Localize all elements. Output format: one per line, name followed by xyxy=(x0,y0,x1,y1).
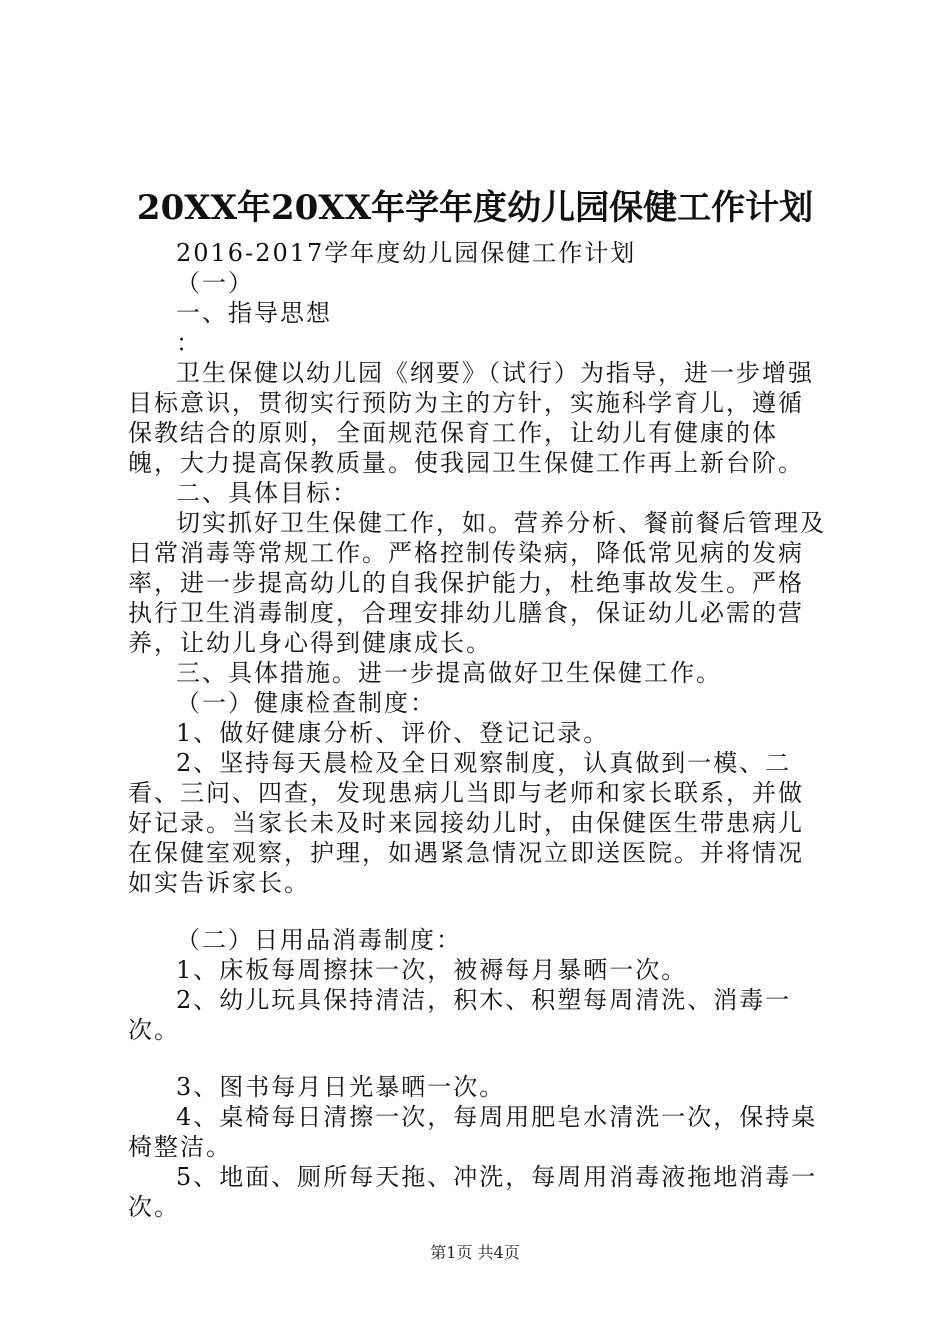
list-item: 2、幼儿玩具保持清洁，积木、积塑每周清洗、消毒一次。 xyxy=(128,986,792,1044)
heading-specific-goals: 二、具体目标： xyxy=(176,479,358,507)
spacer xyxy=(128,898,828,925)
document-title: 20XX年20XX年学年度幼儿园保健工作计划 xyxy=(136,188,814,228)
heading-specific-measures: 三、具体措施。进一步提高做好卫生保健工作。 xyxy=(176,659,722,687)
heading-guiding-idea: 一、指导思想 xyxy=(176,299,332,327)
document-body xyxy=(128,238,828,1222)
heading-disinfection: （二）日用品消毒制度： xyxy=(176,926,462,954)
list-item: 1、床板每周擦抹一次，被褥每月暴晒一次。 xyxy=(176,956,688,984)
colon-line: ： xyxy=(176,329,202,357)
spacer xyxy=(128,1045,828,1072)
list-item: 3、图书每月日光暴晒一次。 xyxy=(176,1073,506,1101)
heading-health-check: （一）健康检查制度： xyxy=(176,689,436,717)
list-item: 5、地面、厕所每天拖、冲洗，每周用消毒液拖地消毒一次。 xyxy=(128,1163,818,1221)
list-item: 1、做好健康分析、评价、登记记录。 xyxy=(176,719,610,747)
page-number-footer: 第1页 共4页 xyxy=(430,1243,520,1262)
list-item: 2、坚持每天晨检及全日观察制度，认真做到一模、二看、三问、四查，发现患病儿当即与老师和家长联系，并做好记录。当家长未及时来园接幼儿时，由保健医生带患病儿在保健室观察，护理，如遇紧急情况立即送医院。并将情况如实告诉家长。 xyxy=(128,749,804,897)
paragraph-guiding-idea: 卫生保健以幼儿园《纲要》（试行）为指导，进一步增强目标意识，贯彻实行预防为主的方针，实施科学育儿，遵循保教结合的原则，全面规范保育工作，让幼儿有健康的体魄，大力提高保教质量。使我园卫生保健工作再上新台阶。 xyxy=(128,359,814,477)
subtitle-paragraph: 2016-2017学年度幼儿园保健工作计划 xyxy=(176,239,637,267)
list-item: 4、桌椅每日清擦一次，每周用肥皂水清洗一次，保持桌椅整洁。 xyxy=(128,1103,818,1161)
paragraph-specific-goals: 切实抓好卫生保健工作，如。营养分析、餐前餐后管理及日常消毒等常规工作。严格控制传染病，降低常见病的发病率，进一步提高幼儿的自我保护能力，杜绝事故发生。严格执行卫生消毒制度，合理安排幼儿膳食，保证幼儿必需的营养，让幼儿身心得到健康成长。 xyxy=(128,509,826,657)
section-marker: （一） xyxy=(176,269,254,297)
